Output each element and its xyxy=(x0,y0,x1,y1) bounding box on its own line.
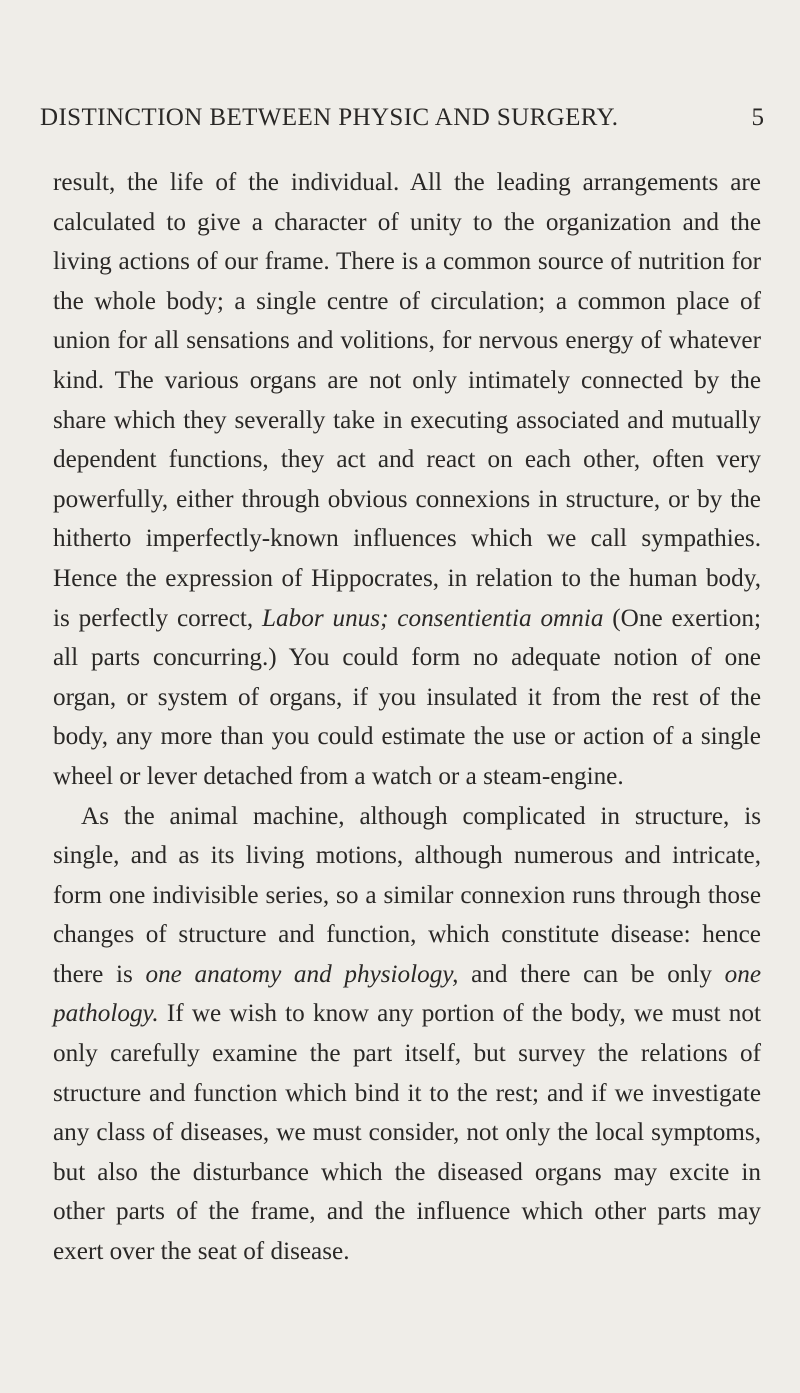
paragraph-1 xyxy=(53,163,761,797)
text-segment: and there can be only xyxy=(458,960,725,988)
body-text xyxy=(53,163,761,1272)
running-header xyxy=(40,104,770,144)
italic-phrase: one pathology. xyxy=(53,960,762,1028)
text-segment: result, the life of the individual. All the leading arrangements are calculated to give a character of unity to the organization and the living actions of our frame. There is a common source of nutrition for the whole body; a single centre of circulation; a common place of union for all sensations and volitions, for nervous energy of whatever kind. The various organs are not only intimately connected by the share which they severally take in executing associated and mutually dependent functions, they act and react on each other, often very powerfully, either through obvious connexions in structure, or by the hitherto imperfectly-known influences which we call sympathies. Hence the expression of Hippocrates, in relation to the human body, is perfectly correct, xyxy=(53,169,761,632)
running-title: DISTINCTION BETWEEN PHYSIC AND SURGERY. xyxy=(40,104,619,131)
italic-phrase: one anatomy and physiology, xyxy=(145,960,459,988)
text-segment: (One exertion; all parts concurring.) You could form no adequate notion of one organ, or system of organs, if you insulated it from the rest of the body, any more than you could estimate the use or action of a single wheel or lever detached from a watch or a steam-engine. xyxy=(53,604,761,790)
text-segment: If we wish to know any portion of the body, we must not only carefully examine the part itself, but survey the relations of structure and function which bind it to the rest; and if we investigate any class of diseases, we must consider, not only the local symptoms, but also the disturbance which the diseased organs may excite in other parts of the frame, and the influence which other parts may exert over the seat of disease. xyxy=(53,1000,761,1266)
latin-quote: Labor unus; consentientia omnia xyxy=(262,604,604,632)
text-segment: As the animal machine, although complicated in structure, is single, and as its living motions, although numerous and intricate, form one indivisible series, so a similar connexion runs through those changes of structure and function, which constitute disease: hence there is xyxy=(53,802,761,988)
paragraph-2 xyxy=(53,797,761,1272)
page-number: 5 xyxy=(751,104,764,131)
